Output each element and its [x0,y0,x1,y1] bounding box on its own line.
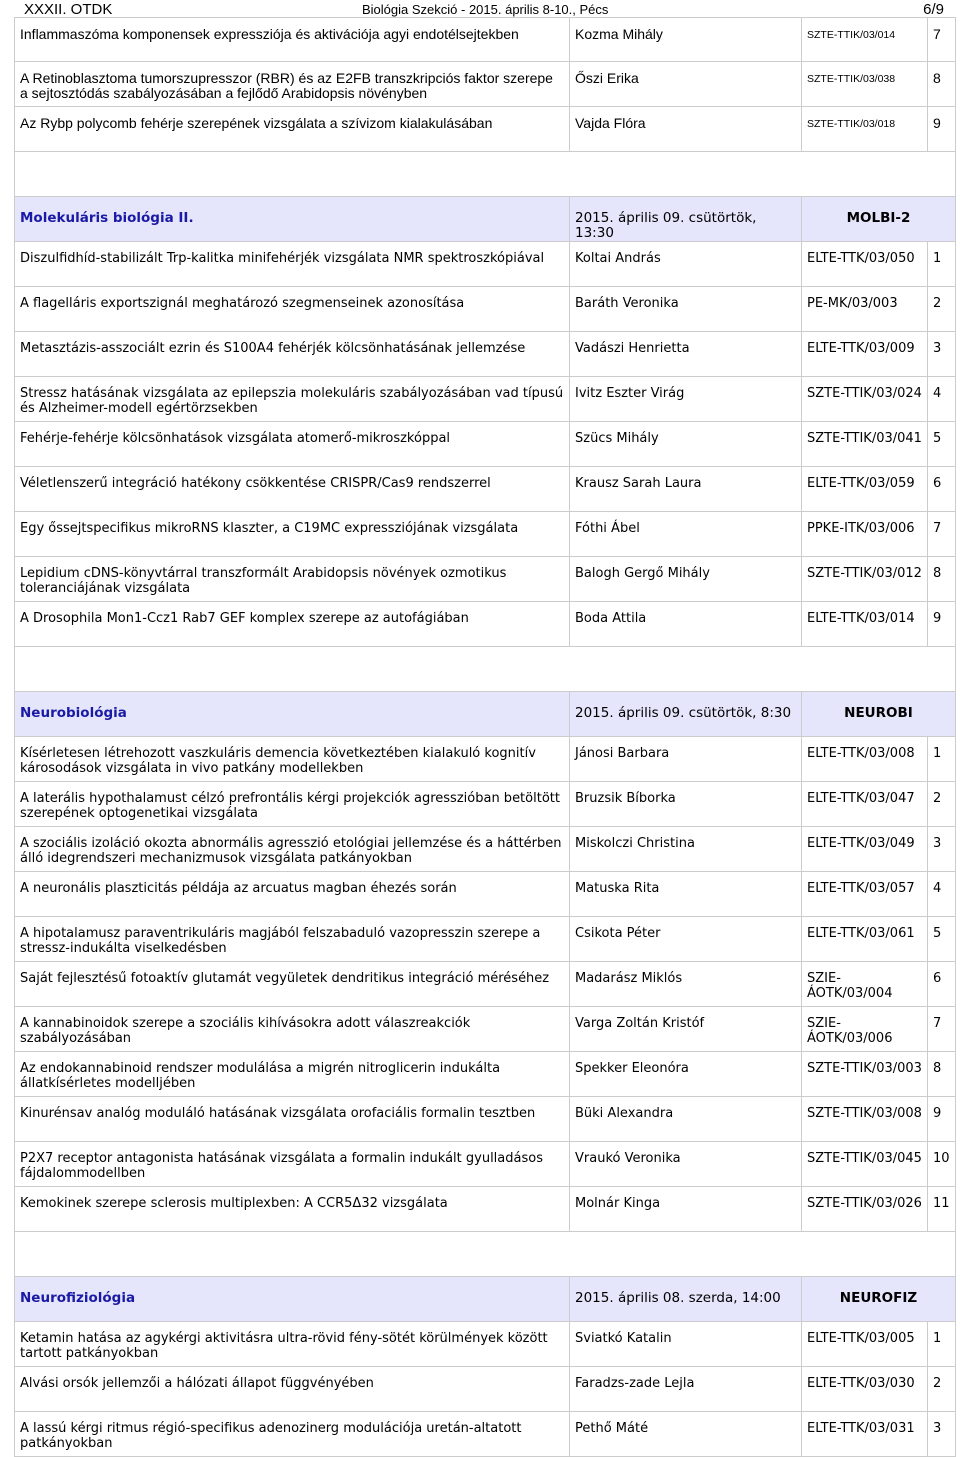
presenter-name: Pethő Máté [570,1412,802,1457]
submission-code: SZTE-TTIK/03/041 [802,422,928,467]
section-date: 2015. április 09. csütörtök, 13:30 [570,197,802,242]
presentation-title: A Drosophila Mon1-Ccz1 Rab7 GEF komplex szerepe az autofágiában [15,602,570,647]
submission-code: ELTE-TTK/03/057 [802,872,928,917]
table-row [15,1367,956,1412]
submission-code: SZTE-TTIK/03/024 [802,377,928,422]
section-name: Neurobiológia [15,692,570,737]
presenter-name: Bruzsik Bíborka [570,782,802,827]
submission-code: SZIE-ÁOTK/03/006 [802,1007,928,1052]
page-number: 6/9 [923,1,944,18]
order-number: 9 [928,107,956,152]
section-gap [15,152,956,197]
table-row [15,557,956,602]
presenter-name: Miskolczi Christina [570,827,802,872]
order-number: 1 [928,1322,956,1367]
table-row [15,737,956,782]
table-row [15,287,956,332]
table-row [15,1142,956,1187]
submission-code: SZIE-ÁOTK/03/004 [802,962,928,1007]
presenter-name: Spekker Eleonóra [570,1052,802,1097]
section-header [15,197,956,242]
table-row [15,18,956,62]
presenter-name: Büki Alexandra [570,1097,802,1142]
order-number: 2 [928,287,956,332]
order-number: 1 [928,737,956,782]
table-row [15,1052,956,1097]
presentation-title: Véletlenszerű integráció hatékony csökkentése CRISPR/Cas9 rendszerrel [15,467,570,512]
order-number: 4 [928,872,956,917]
table-row [15,422,956,467]
presenter-name: Csikota Péter [570,917,802,962]
submission-code: ELTE-TTK/03/008 [802,737,928,782]
presenter-name: Baráth Veronika [570,287,802,332]
order-number: 1 [928,242,956,287]
table-row [15,1007,956,1052]
section-code: NEUROBI [802,692,956,737]
table-row [15,242,956,287]
section-code: MOLBI-2 [802,197,956,242]
table-row [15,962,956,1007]
section-header [15,692,956,737]
presentation-title: A hipotalamusz paraventrikuláris magjából felszabaduló vazopresszin szerepe a stressz-indukálta viselkedésben [15,917,570,962]
submission-code: PE-MK/03/003 [802,287,928,332]
submission-code: SZTE-TTIK/03/012 [802,557,928,602]
presentation-title: A Retinoblasztoma tumorszupresszor (RBR) és az E2FB transzkripciós faktor szerepe a sejtosztódás szabályozásában a fejlődő Arabidopsis növényben [15,62,570,107]
order-number: 10 [928,1142,956,1187]
presenter-name: Varga Zoltán Kristóf [570,1007,802,1052]
presenter-name: Krausz Sarah Laura [570,467,802,512]
section-code: NEUROFIZ [802,1277,956,1322]
submission-code: SZTE-TTIK/03/003 [802,1052,928,1097]
program-table [14,17,956,1457]
table-row [15,377,956,422]
order-number: 3 [928,332,956,377]
presentation-title: Stressz hatásának vizsgálata az epilepszia molekuláris szabályozásában vad típusú és Alzheimer-modell egértörzsekben [15,377,570,422]
presentation-title: P2X7 receptor antagonista hatásának vizsgálata a formalin indukált gyulladásos fájdalommodellben [15,1142,570,1187]
presenter-name: Jánosi Barbara [570,737,802,782]
submission-code: SZTE-TTIK/03/038 [802,62,928,107]
program-table-body [15,18,956,1457]
section-subtitle: Biológia Szekció - 2015. április 8-10., Pécs [362,2,609,17]
order-number: 9 [928,1097,956,1142]
submission-code: ELTE-TTK/03/050 [802,242,928,287]
table-row [15,332,956,377]
table-row [15,1187,956,1232]
presenter-name: Kozma Mihály [570,18,802,62]
order-number: 6 [928,962,956,1007]
submission-code: SZTE-TTIK/03/008 [802,1097,928,1142]
table-row [15,782,956,827]
table-row [15,917,956,962]
submission-code: ELTE-TTK/03/009 [802,332,928,377]
presenter-name: Ivitz Eszter Virág [570,377,802,422]
table-row [15,512,956,557]
order-number: 5 [928,422,956,467]
presentation-title: Az endokannabinoid rendszer modulálása a migrén nitroglicerin indukálta állatkísérletes modelljében [15,1052,570,1097]
order-number: 2 [928,782,956,827]
submission-code: SZTE-TTIK/03/018 [802,107,928,152]
section-gap-cell [15,152,956,197]
order-number: 8 [928,1052,956,1097]
presentation-title: A laterális hypothalamust célzó prefrontális kérgi projekciók agresszióban betöltött szerepének optogenetikai vizsgálata [15,782,570,827]
submission-code: ELTE-TTK/03/049 [802,827,928,872]
presenter-name: Vadászi Henrietta [570,332,802,377]
table-row [15,467,956,512]
presentation-title: Saját fejlesztésű fotoaktív glutamát vegyületek dendritikus integráció méréséhez [15,962,570,1007]
event-title: XXXII. OTDK [24,1,113,18]
presentation-title: A neuronális plaszticitás példája az arcuatus magban éhezés során [15,872,570,917]
section-gap [15,1232,956,1277]
table-row [15,107,956,152]
table-row [15,827,956,872]
submission-code: ELTE-TTK/03/014 [802,602,928,647]
presentation-title: Metasztázis-asszociált ezrin és S100A4 fehérjék kölcsönhatásának jellemzése [15,332,570,377]
presenter-name: Balogh Gergő Mihály [570,557,802,602]
submission-code: ELTE-TTK/03/061 [802,917,928,962]
presenter-name: Molnár Kinga [570,1187,802,1232]
presentation-title: A lassú kérgi ritmus régió-specifikus adenozinerg modulációja uretán-altatott patkányokban [15,1412,570,1457]
presentation-title: A kannabinoidok szerepe a szociális kihívásokra adott válaszreakciók szabályozásában [15,1007,570,1052]
order-number: 9 [928,602,956,647]
order-number: 3 [928,1412,956,1457]
presentation-title: Ketamin hatása az agykérgi aktivitásra ultra-rövid fény-sötét körülmények között tartott patkányokban [15,1322,570,1367]
presentation-title: Egy őssejtspecifikus mikroRNS klaszter, a C19MC expressziójának vizsgálata [15,512,570,557]
submission-code: ELTE-TTK/03/005 [802,1322,928,1367]
order-number: 5 [928,917,956,962]
table-row [15,1322,956,1367]
order-number: 8 [928,557,956,602]
submission-code: ELTE-TTK/03/030 [802,1367,928,1412]
order-number: 2 [928,1367,956,1412]
presenter-name: Vajda Flóra [570,107,802,152]
presentation-title: Fehérje-fehérje kölcsönhatások vizsgálata atomerő-mikroszkóppal [15,422,570,467]
section-date: 2015. április 08. szerda, 14:00 [570,1277,802,1322]
order-number: 7 [928,1007,956,1052]
presentation-title: Inflammaszóma komponensek expressziója és aktivációja agyi endotélsejtekben [15,18,570,62]
presentation-title: A flagelláris exportszignál meghatározó szegmenseinek azonosítása [15,287,570,332]
presenter-name: Boda Attila [570,602,802,647]
section-name: Molekuláris biológia II. [15,197,570,242]
submission-code: PPKE-ITK/03/006 [802,512,928,557]
presenter-name: Őszi Erika [570,62,802,107]
presentation-title: Alvási orsók jellemzői a hálózati állapot függvényében [15,1367,570,1412]
presentation-title: Kinurénsav analóg moduláló hatásának vizsgálata orofaciális formalin tesztben [15,1097,570,1142]
section-date: 2015. április 09. csütörtök, 8:30 [570,692,802,737]
submission-code: ELTE-TTK/03/031 [802,1412,928,1457]
section-gap-cell [15,647,956,692]
submission-code: ELTE-TTK/03/047 [802,782,928,827]
submission-code: SZTE-TTIK/03/026 [802,1187,928,1232]
order-number: 4 [928,377,956,422]
section-header [15,1277,956,1322]
table-row [15,1412,956,1457]
presenter-name: Vraukó Veronika [570,1142,802,1187]
order-number: 6 [928,467,956,512]
order-number: 8 [928,62,956,107]
section-gap [15,647,956,692]
table-row [15,1097,956,1142]
presenter-name: Matuska Rita [570,872,802,917]
presenter-name: Madarász Miklós [570,962,802,1007]
presentation-title: A szociális izoláció okozta abnormális agresszió etológiai jellemzése és a háttérben álló idegrendszeri mechanizmusok vizsgálata patkányokban [15,827,570,872]
presentation-title: Az Rybp polycomb fehérje szerepének vizsgálata a szívizom kialakulásában [15,107,570,152]
page-header [0,0,960,18]
order-number: 3 [928,827,956,872]
order-number: 11 [928,1187,956,1232]
section-gap-cell [15,1232,956,1277]
presenter-name: Fóthi Ábel [570,512,802,557]
presenter-name: Koltai András [570,242,802,287]
table-row [15,62,956,107]
presentation-title: Diszulfidhíd-stabilizált Trp-kalitka minifehérjék vizsgálata NMR spektroszkópiával [15,242,570,287]
order-number: 7 [928,512,956,557]
table-row [15,872,956,917]
submission-code: SZTE-TTIK/03/045 [802,1142,928,1187]
table-row [15,602,956,647]
presentation-title: Kemokinek szerepe sclerosis multiplexben: A CCR5Δ32 vizsgálata [15,1187,570,1232]
submission-code: ELTE-TTK/03/059 [802,467,928,512]
section-name: Neurofiziológia [15,1277,570,1322]
presenter-name: Faradzs-zade Lejla [570,1367,802,1412]
presentation-title: Kísérletesen létrehozott vaszkuláris demencia következtében kialakuló kognitív károsodások vizsgálata in vivo patkány modellekben [15,737,570,782]
presenter-name: Szücs Mihály [570,422,802,467]
submission-code: SZTE-TTIK/03/014 [802,18,928,62]
presentation-title: Lepidium cDNS-könyvtárral transzformált Arabidopsis növények ozmotikus toleranciájának vizsgálata [15,557,570,602]
presenter-name: Sviatkó Katalin [570,1322,802,1367]
order-number: 7 [928,18,956,62]
